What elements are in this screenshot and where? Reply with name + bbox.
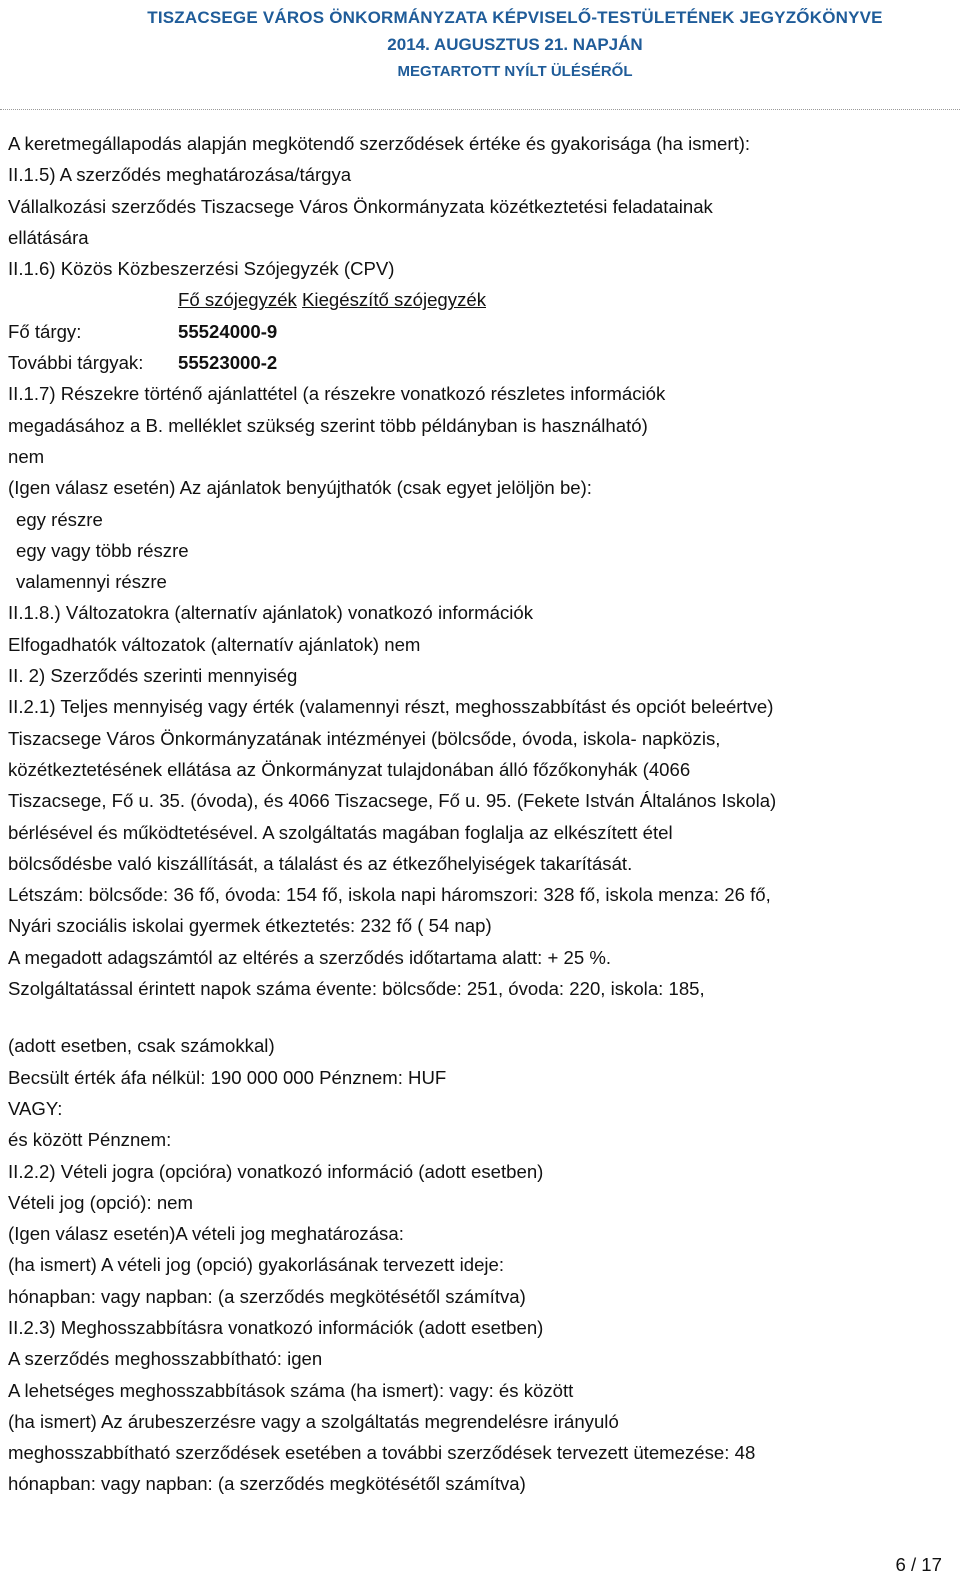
header-title-line1: TISZACSEGE VÁROS ÖNKORMÁNYZATA KÉPVISELŐ-TESTÜLETÉNEK JEGYZŐKÖNYVE bbox=[147, 8, 883, 27]
cpv-additional-code: 55523000-2 bbox=[178, 352, 278, 374]
text-line: megadásához a B. melléklet szükség szerint több példányban is használható) bbox=[8, 414, 648, 436]
text-line: és között Pénznem: bbox=[8, 1129, 172, 1151]
text-line: (Igen válasz esetén) Az ajánlatok benyújthatók (csak egyet jelöljön be): bbox=[8, 477, 592, 499]
text-line: Szolgáltatással érintett napok száma évente: bölcsőde: 251, óvoda: 220, iskola: 185, bbox=[8, 978, 705, 1000]
text-line: hónapban: vagy napban: (a szerződés megkötésétől számítva) bbox=[8, 1473, 526, 1495]
text-line: (ha ismert) A vételi jog (opció) gyakorlásának tervezett ideje: bbox=[8, 1254, 505, 1276]
cpv-table-header bbox=[8, 284, 954, 315]
text-line: Tiszacsege Város Önkormányzatának intézményei (bölcsőde, óvoda, iskola- napközis, bbox=[8, 727, 721, 749]
section-heading: II.1.5) A szerződés meghatározása/tárgya bbox=[8, 164, 352, 186]
text-line: A lehetséges meghosszabbítások száma (ha ismert): vagy: és között bbox=[8, 1379, 574, 1401]
text-line: VAGY: bbox=[8, 1097, 63, 1119]
page-number: 6 / 17 bbox=[895, 1554, 942, 1575]
text-line: Tiszacsege, Fő u. 35. (óvoda), és 4066 Tiszacsege, Fő u. 95. (Fekete István Általános Iskola) bbox=[8, 790, 777, 812]
text-line: (ha ismert) Az árubeszerzésre vagy a szolgáltatás megrendelésre irányuló bbox=[8, 1410, 619, 1432]
option-line: egy vagy több részre bbox=[16, 539, 189, 561]
text-line: nem bbox=[8, 445, 45, 467]
cpv-main-code: 55524000-9 bbox=[178, 320, 278, 342]
text-line: bölcsődésbe való kiszállítását, a tálalást és az étkezőhelyiségek takarítását. bbox=[8, 852, 633, 874]
blank-line bbox=[8, 1004, 954, 1030]
text-line: A szerződés meghosszabbítható: igen bbox=[8, 1348, 323, 1370]
option-line: egy részre bbox=[16, 508, 103, 530]
section-heading: II.1.7) Részekre történő ajánlattétel (a részekre vonatkozó részletes információk bbox=[8, 383, 666, 405]
text-line: Becsült érték áfa nélkül: 190 000 000 Pénznem: HUF bbox=[8, 1066, 447, 1088]
text-line: Nyári szociális iskolai gyermek étkeztetés: 232 fő ( 54 nap) bbox=[8, 915, 492, 937]
cpv-main-vocab-heading: Fő szójegyzék bbox=[178, 289, 297, 311]
text-line: meghosszabbítható szerződések esetében a további szerződések tervezett ütemezése: 48 bbox=[8, 1442, 756, 1464]
text-line: bérlésével és működtetésével. A szolgáltatás magában foglalja az elkészített étel bbox=[8, 821, 673, 843]
section-heading: II.2.2) Vételi jogra (opcióra) vonatkozó információ (adott esetben) bbox=[8, 1160, 544, 1182]
text-line: hónapban: vagy napban: (a szerződés megkötésétől számítva) bbox=[8, 1285, 526, 1307]
cpv-additional-row bbox=[8, 347, 954, 378]
text-line: Elfogadhatók változatok (alternatív ajánlatok) nem bbox=[8, 633, 421, 655]
header-title-line2: 2014. AUGUSZTUS 21. NAPJÁN bbox=[387, 35, 643, 54]
text-line: A keretmegállapodás alapján megkötendő szerződések értéke és gyakorisága (ha ismert): bbox=[8, 133, 751, 154]
text-line: ellátására bbox=[8, 226, 89, 248]
text-line: közétkeztetésének ellátása az Önkormányzat tulajdonában álló főzőkonyhák (4066 bbox=[8, 758, 691, 780]
document-body bbox=[8, 128, 954, 1500]
cpv-main-row bbox=[8, 316, 954, 347]
header-title-line3: MEGTARTOTT NYÍLT ÜLÉSÉRŐL bbox=[397, 63, 633, 80]
text-line: A megadott adagszámtól az eltérés a szerződés időtartama alatt: + 25 %. bbox=[8, 946, 612, 968]
text-line: Létszám: bölcsőde: 36 fő, óvoda: 154 fő, iskola napi háromszori: 328 fő, iskola menza: 26 fő, bbox=[8, 884, 771, 906]
text-line: (Igen válasz esetén)A vételi jog meghatározása: bbox=[8, 1223, 404, 1245]
section-heading: II.1.8.) Változatokra (alternatív ajánlatok) vonatkozó információk bbox=[8, 602, 534, 624]
cpv-additional-label: További tárgyak: bbox=[8, 352, 144, 374]
section-heading: II.2.1) Teljes mennyiség vagy érték (valamennyi részt, meghosszabbítást és opciót beleértve) bbox=[8, 696, 774, 718]
header-divider bbox=[0, 109, 960, 110]
section-heading: II.2.3) Meghosszabbításra vonatkozó információk (adott esetben) bbox=[8, 1316, 544, 1338]
text-line: (adott esetben, csak számokkal) bbox=[8, 1035, 275, 1057]
section-heading: II.1.6) Közös Közbeszerzési Szójegyzék (CPV) bbox=[8, 258, 395, 280]
section-heading: II. 2) Szerződés szerinti mennyiség bbox=[8, 665, 298, 687]
cpv-main-label: Fő tárgy: bbox=[8, 320, 82, 342]
page-header bbox=[0, 4, 960, 85]
text-line: Vételi jog (opció): nem bbox=[8, 1191, 193, 1213]
text-line: Vállalkozási szerződés Tiszacsege Város Önkormányzata közétkeztetési feladatainak bbox=[8, 195, 713, 217]
cpv-supplementary-vocab-heading: Kiegészítő szójegyzék bbox=[302, 289, 486, 311]
option-line: valamennyi részre bbox=[16, 571, 167, 593]
